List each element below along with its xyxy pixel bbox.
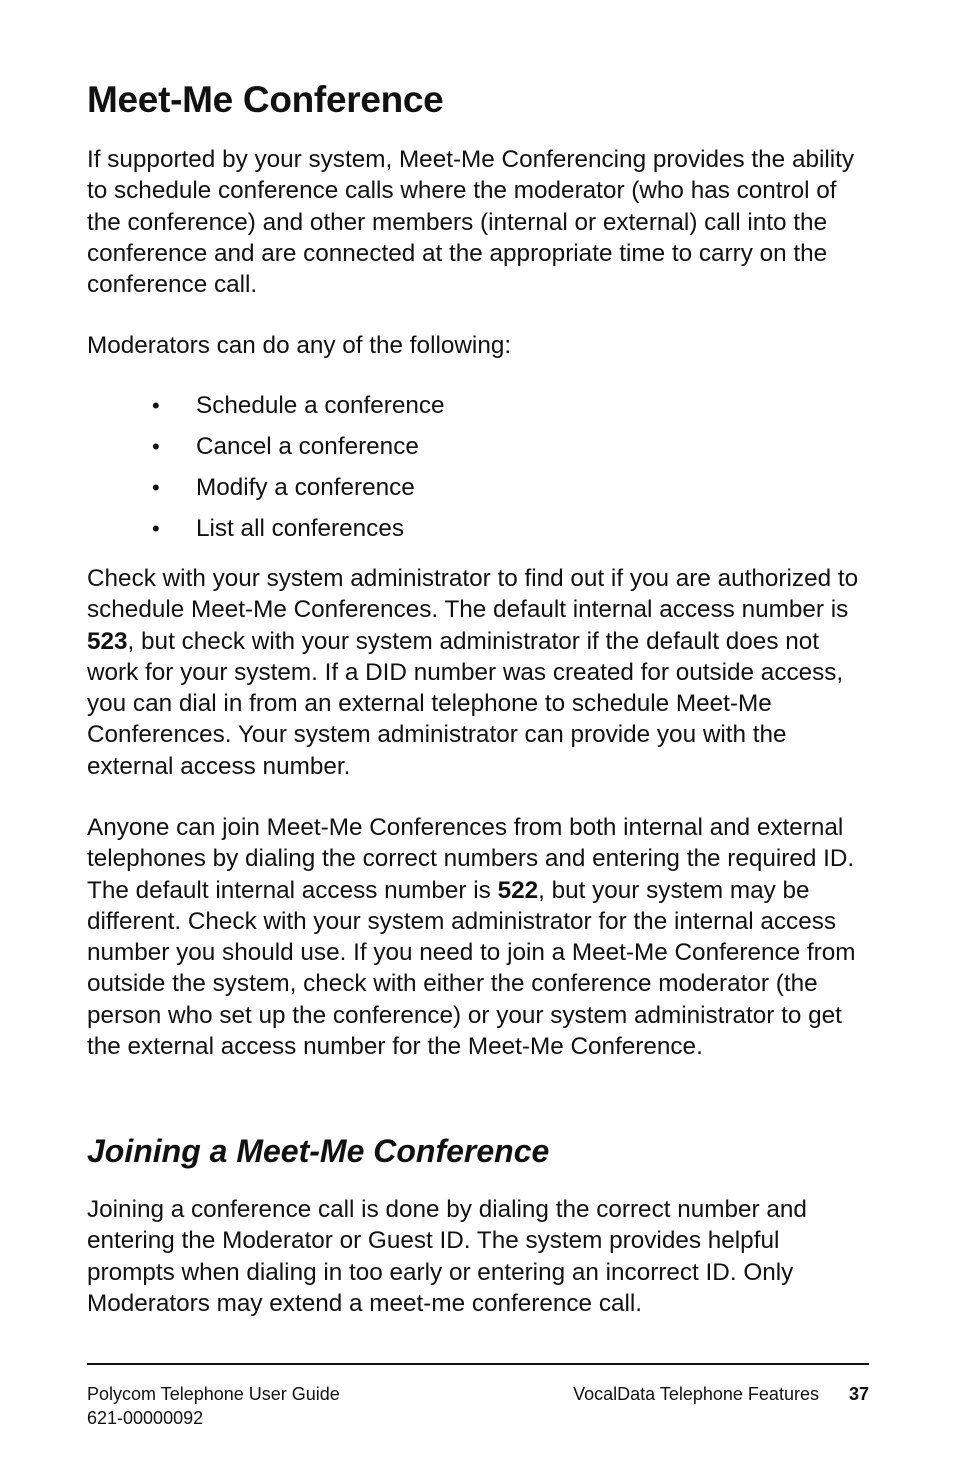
moderator-actions-list (87, 390, 869, 554)
join-info-text-after: , but your system may be different. Check with your system administrator for the internal access number you should use. If you need to join a Meet-Me Conference from outside the system, check with either the conference moderator (the person who set up the conference) or your system administrator to get the external access number for the Meet-Me Conference. (87, 876, 856, 1061)
bullet-icon: • (152, 434, 160, 459)
join-access-number: 522 (497, 876, 539, 904)
moderators-intro-paragraph: Moderators can do any of the following: (87, 332, 512, 359)
joining-paragraph: Joining a conference call is done by dialing the correct number and entering the Moderator or Guest ID. The system provides helpful prompts when dialing in too early or entering an incorrect ID. Only Moderators may extend a meet-me conference call. (87, 1196, 807, 1317)
bullet-icon: • (152, 393, 160, 418)
join-info-paragraph (87, 812, 869, 1062)
bullet-icon: • (152, 475, 160, 500)
authorization-text-before: Check with your system administrator to find out if you are authorized to schedule Meet-Me Conferences. The default internal access number is (87, 565, 859, 624)
list-item (87, 431, 869, 472)
page-number: 37 (848, 1384, 869, 1404)
section-subheading: Joining a Meet-Me Conference (87, 1133, 550, 1169)
list-item-text: Schedule a conference (196, 392, 445, 419)
part-number: 621-00000092 (87, 1408, 204, 1428)
guide-title: Polycom Telephone User Guide (87, 1384, 340, 1404)
section-name: VocalData Telephone Features (573, 1384, 819, 1404)
authorization-paragraph (87, 563, 869, 782)
list-item-text: List all conferences (196, 515, 404, 542)
bullet-icon: • (152, 516, 160, 541)
list-item (87, 513, 869, 554)
join-info-text-before: Anyone can join Meet-Me Conferences from both internal and external telephones by dialing the correct numbers and entering the required ID. The default internal access number is (87, 814, 855, 904)
intro-paragraph: If supported by your system, Meet-Me Conferencing provides the ability to schedule conference calls where the moderator (who has control of the conference) and other members (internal or external) call into the conference and are connected at the appropriate time to carry on the conference call. (87, 146, 855, 299)
footer-divider (87, 1363, 869, 1365)
schedule-access-number: 523 (87, 627, 128, 655)
list-item-text: Cancel a conference (196, 433, 419, 460)
list-item-text: Modify a conference (196, 474, 415, 501)
list-item (87, 472, 869, 513)
footer-right (573, 1382, 869, 1406)
list-item (87, 390, 869, 431)
authorization-text-after: , but check with your system administrator if the default does not work for your system. If a DID number was created for outside access, you can dial in from an external telephone to schedule Meet-Me Conferences. Your system administrator can provide you with the external access number. (87, 627, 844, 780)
page-title: Meet-Me Conference (87, 79, 444, 120)
footer-left (87, 1382, 340, 1430)
